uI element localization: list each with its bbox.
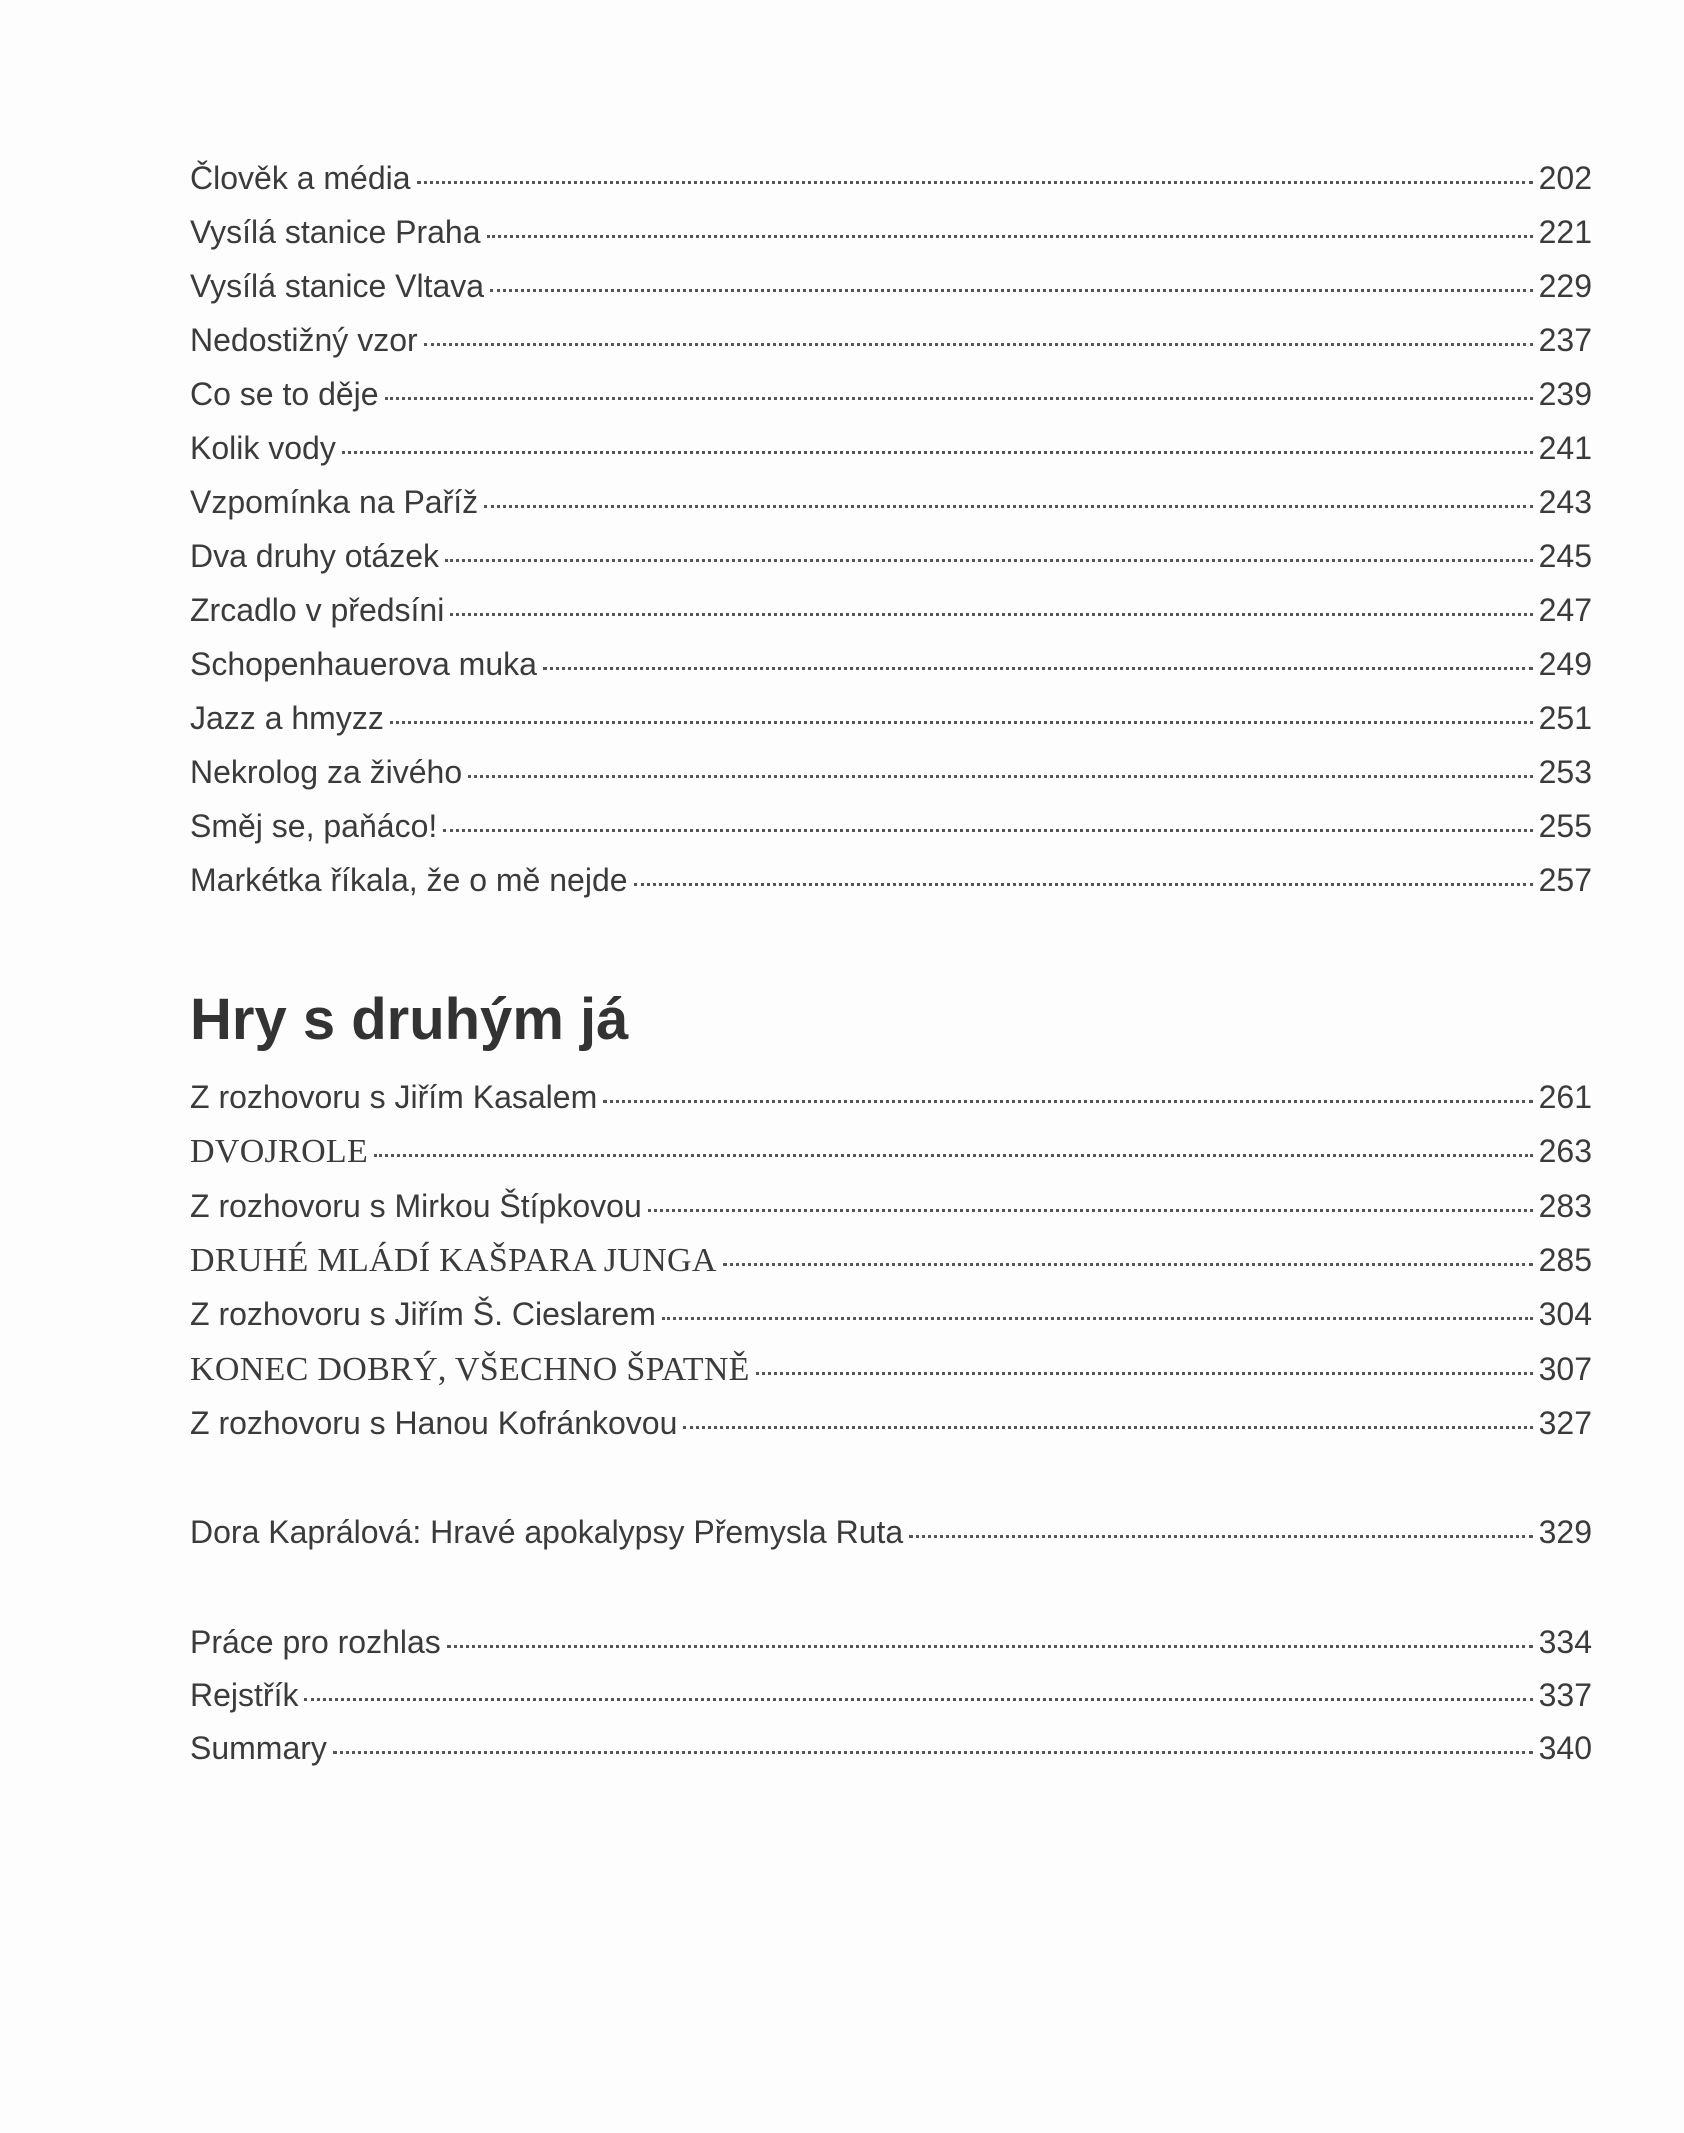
toc-entry[interactable]	[190, 1620, 1592, 1664]
leader-dots	[390, 721, 1533, 724]
toc-entry-title: Nedostižný vzor	[190, 322, 418, 358]
leader-dots	[756, 1372, 1533, 1375]
toc-entry[interactable]	[190, 1075, 1592, 1119]
toc-entry[interactable]	[190, 642, 1592, 686]
toc-entry-page: 239	[1538, 376, 1592, 412]
toc-entry[interactable]	[190, 480, 1592, 524]
toc-entry-page: 257	[1538, 862, 1592, 898]
toc-entry-page: 253	[1538, 754, 1592, 790]
toc-entry-title: Dora Kaprálová: Hravé apokalypsy Přemysla Ruta	[190, 1514, 904, 1550]
leader-dots	[443, 829, 1532, 832]
toc-entry-title: Člověk a média	[190, 160, 411, 196]
toc-entry[interactable]	[190, 1238, 1592, 1282]
toc-entry-title: Kolik vody	[190, 430, 336, 466]
leader-dots	[648, 1209, 1533, 1212]
leader-dots	[445, 559, 1533, 562]
toc-entry-title: Dva druhy otázek	[190, 538, 440, 574]
leader-dots	[447, 1645, 1533, 1648]
leader-dots	[662, 1317, 1533, 1320]
leader-dots	[342, 451, 1533, 454]
toc-entry-title: DVOJROLE	[190, 1133, 369, 1170]
toc-entry-title: Z rozhovoru s Jiřím Kasalem	[190, 1079, 598, 1115]
toc-entry-page: 329	[1538, 1514, 1592, 1550]
toc-entry-title: Směj se, paňáco!	[190, 808, 438, 844]
toc-entry-page: 243	[1538, 484, 1592, 520]
leader-dots	[487, 235, 1533, 238]
toc-entry-title: Práce pro rozhlas	[190, 1624, 441, 1660]
toc-entry-title: KONEC DOBRÝ, VŠECHNO ŠPATNĚ	[190, 1351, 750, 1388]
toc-entry-page: 202	[1538, 160, 1592, 196]
toc-entry[interactable]	[190, 156, 1592, 200]
toc-entry[interactable]	[190, 804, 1592, 848]
toc-entry-page: 340	[1538, 1730, 1592, 1766]
toc-entry-page: 304	[1538, 1296, 1592, 1332]
leader-dots	[450, 613, 1532, 616]
toc-entry-title: Z rozhovoru s Hanou Kofránkovou	[190, 1405, 678, 1441]
toc-entry-title: Z rozhovoru s Mirkou Štípkovou	[190, 1188, 642, 1224]
toc-entry-page: 283	[1538, 1188, 1592, 1224]
toc-entry-page: 221	[1538, 214, 1592, 250]
toc-entry-page: 261	[1538, 1079, 1592, 1115]
toc-entry-page: 251	[1538, 700, 1592, 736]
toc-entry[interactable]	[190, 264, 1592, 308]
toc-entry-title: Co se to děje	[190, 376, 379, 412]
toc-entry-page: 337	[1538, 1677, 1592, 1713]
toc-entry-page: 229	[1538, 268, 1592, 304]
toc-entry[interactable]	[190, 696, 1592, 740]
toc-entry[interactable]	[190, 1347, 1592, 1391]
toc-entry[interactable]	[190, 1510, 1592, 1554]
leader-dots	[723, 1263, 1533, 1266]
toc-entry[interactable]	[190, 1673, 1592, 1717]
toc-entry-page: 237	[1538, 322, 1592, 358]
leader-dots	[374, 1154, 1533, 1157]
toc-entry-page: 307	[1538, 1351, 1592, 1387]
leader-dots	[909, 1535, 1532, 1538]
section-heading: Hry s druhým já	[190, 987, 629, 1052]
toc-entry-page: 241	[1538, 430, 1592, 466]
leader-dots	[603, 1100, 1532, 1103]
toc-entry[interactable]	[190, 1401, 1592, 1445]
toc-entry-title: Z rozhovoru s Jiřím Š. Cieslarem	[190, 1296, 656, 1332]
toc-entry-page: 285	[1538, 1242, 1592, 1278]
toc-entry[interactable]	[190, 318, 1592, 362]
toc-entry-title: Nekrolog za živého	[190, 754, 463, 790]
leader-dots	[424, 343, 1533, 346]
toc-entry-title: Jazz a hmyzz	[190, 700, 384, 736]
toc-entry-title: Vzpomínka na Paříž	[190, 484, 479, 520]
leader-dots	[385, 397, 1533, 400]
leader-dots	[304, 1698, 1532, 1701]
leader-dots	[543, 667, 1533, 670]
toc-entry-page: 245	[1538, 538, 1592, 574]
toc-entry-title: Vysílá stanice Vltava	[190, 268, 485, 304]
leader-dots	[484, 505, 1532, 508]
toc-entry[interactable]	[190, 426, 1592, 470]
leader-dots	[468, 775, 1532, 778]
toc-entry-page: 255	[1538, 808, 1592, 844]
toc-entry[interactable]	[190, 1129, 1592, 1173]
toc-entry[interactable]	[190, 588, 1592, 632]
toc-entry-title: Rejstřík	[190, 1677, 299, 1713]
toc-entry-page: 247	[1538, 592, 1592, 628]
leader-dots	[490, 289, 1533, 292]
toc-entry[interactable]	[190, 210, 1592, 254]
toc-entry[interactable]	[190, 1184, 1592, 1228]
toc-entry-title: Zrcadlo v předsíni	[190, 592, 445, 628]
leader-dots	[417, 181, 1533, 184]
toc-entry-title: DRUHÉ MLÁDÍ KAŠPARA JUNGA	[190, 1242, 717, 1279]
toc-entry-page: 249	[1538, 646, 1592, 682]
toc-entry-title: Summary	[190, 1730, 327, 1766]
leader-dots	[683, 1426, 1532, 1429]
toc-entry-page: 334	[1538, 1624, 1592, 1660]
toc-entry[interactable]	[190, 1726, 1592, 1770]
toc-entry[interactable]	[190, 372, 1592, 416]
toc-entry-page: 263	[1538, 1133, 1592, 1169]
leader-dots	[333, 1751, 1533, 1754]
toc-entry[interactable]	[190, 1292, 1592, 1336]
toc-entry[interactable]	[190, 750, 1592, 794]
toc-entry-title: Vysílá stanice Praha	[190, 214, 481, 250]
toc-entry[interactable]	[190, 858, 1592, 902]
toc-entry-title: Markétka říkala, že o mě nejde	[190, 862, 628, 898]
toc-entry[interactable]	[190, 534, 1592, 578]
toc-entry-page: 327	[1538, 1405, 1592, 1441]
toc-entry-title: Schopenhauerova muka	[190, 646, 537, 682]
leader-dots	[634, 883, 1533, 886]
